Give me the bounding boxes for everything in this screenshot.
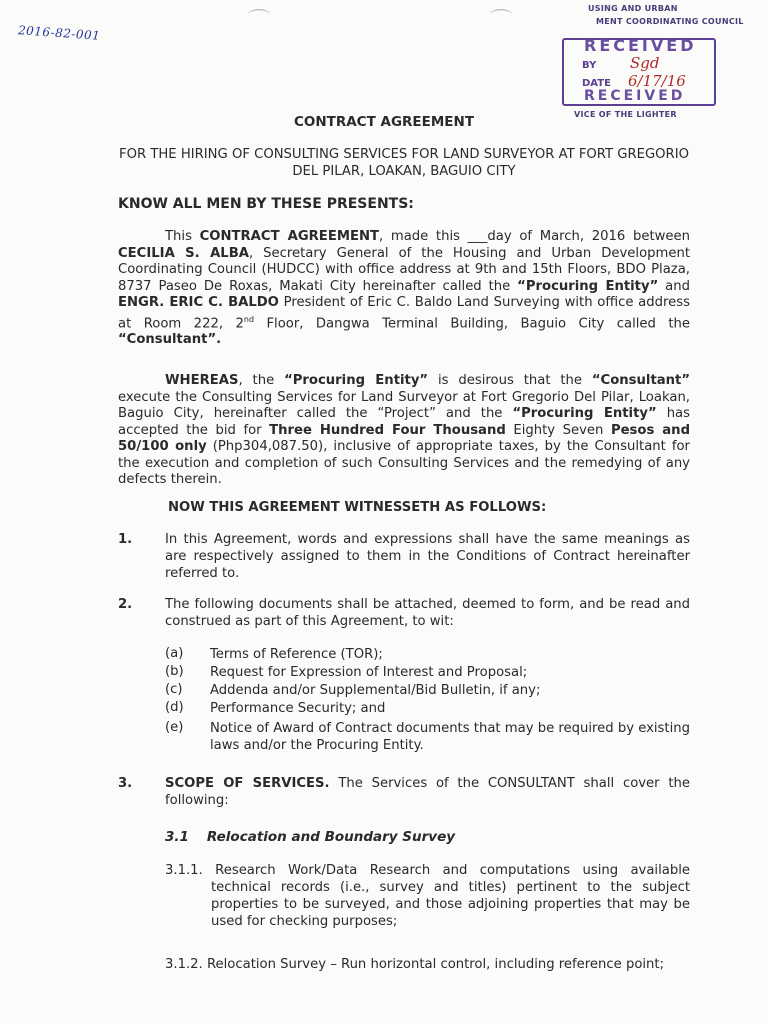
clause-3-1-1: 3.1.1. Research Work/Data Research and computations using available technical records (i.e., survey and titles) pertinent to the subject properties to be surveyed, and those adjoining properties that may be used for checking purposes; xyxy=(165,863,690,929)
stamp-header-line: USING AND URBAN xyxy=(588,4,678,13)
whereas-paragraph: WHEREAS, the “Procuring Entity” is desirous that the “Consultant” execute the Consulting Services for Land Surveyor at Fort Gregorio Del Pilar, Loakan, Baguio City, hereinafter called the “Project” and the “Procuring Entity” has accepted the bid for Three Hundred Four Thousand Eighty Seven Pesos and 50/100 only (Php304,087.50), inclusive of appropriate taxes, by the Consultant for the execution and completion of such Consulting Services and the remedying of any defects therein. xyxy=(118,373,691,487)
stamp-date-value: 6/17/16 xyxy=(628,72,686,90)
doc-list-letter: (b) xyxy=(165,664,184,679)
document-title: CONTRACT AGREEMENT xyxy=(293,114,475,130)
doc-list-item: Performance Security; and xyxy=(210,701,386,716)
item-number: 3. xyxy=(118,776,133,791)
stamp-header-line: MENT COORDINATING COUNCIL xyxy=(596,17,744,26)
received-stamp xyxy=(562,38,716,106)
stamp-signature: Sgd xyxy=(630,54,660,72)
item-3-text: SCOPE OF SERVICES. The Services of the CONSULTANT shall cover the following: xyxy=(165,776,690,808)
witnesseth-heading: NOW THIS AGREEMENT WITNESSETH AS FOLLOWS: xyxy=(168,500,547,515)
stamp-date-label: DATE xyxy=(582,78,611,89)
punch-hole-mark: ⌒ xyxy=(490,9,513,34)
doc-list-letter: (d) xyxy=(165,700,184,715)
stamp-received-word: RECEIVED xyxy=(584,36,697,55)
doc-list-item: Request for Expression of Interest and Proposal; xyxy=(210,665,528,680)
section-3-1-heading: 3.1 Relocation and Boundary Survey xyxy=(165,829,456,845)
doc-list-item: Addenda and/or Supplemental/Bid Bulletin, if any; xyxy=(210,683,541,698)
stamp-footer-line: VICE OF THE LIGHTER xyxy=(574,110,677,119)
item-1-text: In this Agreement, words and expressions shall have the same meanings as are respectively assigned to them in the Conditions of Contract hereinafter referred to. xyxy=(165,532,690,581)
intro-paragraph: This CONTRACT AGREEMENT, made this ___day of March, 2016 between CECILIA S. ALBA, Secretary General of the Housing and Urban Development Coordinating Council (HUDCC) with office address at 9th and 15th Floors, BDO Plaza, 8737 Paseo De Roxas, Makati City hereinafter called the “Procuring Entity” and ENGR. ERIC C. BALDO President of Eric C. Baldo Land Surveying with office address at Room 222, 2nd Floor, Dangwa Terminal Building, Baguio City called the “Consultant”. xyxy=(118,229,690,348)
document-subtitle: FOR THE HIRING OF CONSULTING SERVICES FOR LAND SURVEYOR AT FORT GREGORIO DEL PILAR, LOAKAN, BAGUIO CITY xyxy=(119,147,689,179)
item-number: 2. xyxy=(118,597,133,612)
clause-3-1-2: 3.1.2. Relocation Survey – Run horizontal control, including reference point; xyxy=(165,957,665,972)
item-2-text: The following documents shall be attached, deemed to form, and be read and construed as part of this Agreement, to wit: xyxy=(165,597,690,629)
doc-list-letter: (c) xyxy=(165,682,183,697)
doc-list-item: Notice of Award of Contract documents that may be required by existing laws and/or the Procuring Entity. xyxy=(210,721,690,753)
doc-list-item: Terms of Reference (TOR); xyxy=(210,647,383,662)
handwritten-code: 2016-82-001 xyxy=(17,23,101,43)
doc-list-letter: (a) xyxy=(165,646,184,661)
stamp-by-label: BY xyxy=(582,60,597,71)
punch-hole-mark: ⌒ xyxy=(248,9,271,34)
stamp-received-word-mirror: RECEIVED xyxy=(584,88,686,104)
doc-list-letter: (e) xyxy=(165,720,184,735)
know-all-men-heading: KNOW ALL MEN BY THESE PRESENTS: xyxy=(118,196,414,212)
item-number: 1. xyxy=(118,532,133,547)
